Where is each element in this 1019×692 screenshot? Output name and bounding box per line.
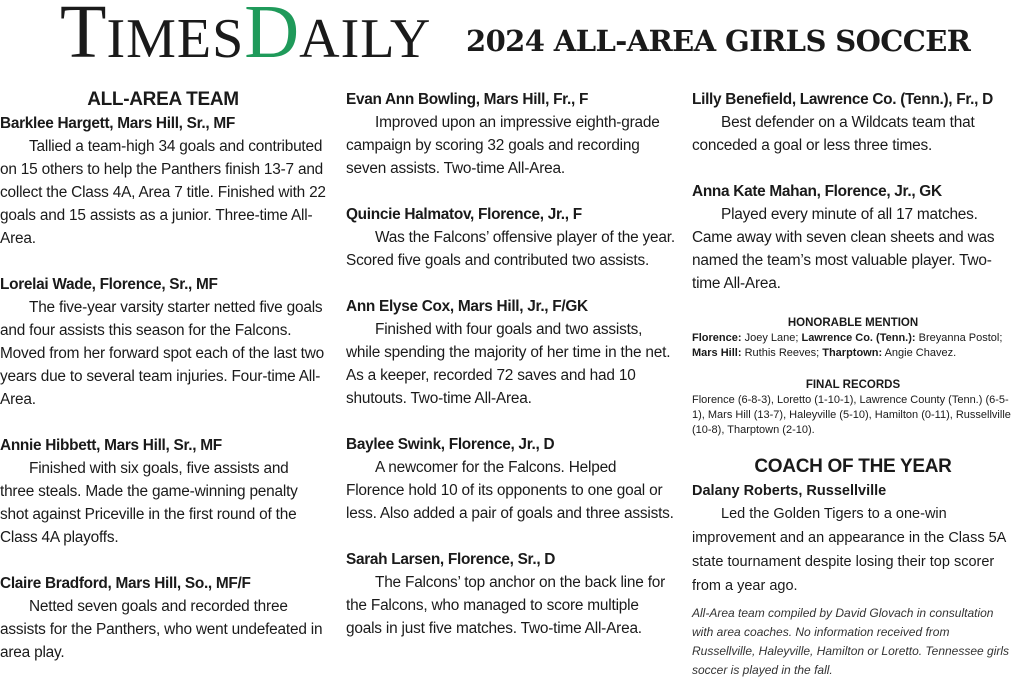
player-blurb: Finished with four goals and two assists, while spending the majority of her time in the net. As a keeper, recorded 72 saves and had 10 shutouts. Two-time All-Area. bbox=[346, 321, 671, 407]
logo-word-daily bbox=[244, 0, 432, 74]
logo-times-rest: IMES bbox=[106, 8, 245, 70]
hm-team: Florence: bbox=[692, 332, 742, 344]
final-records-text: Florence (6-8-3), Loretto (1-10-1), Lawrence County (Tenn.) (6-5-1), Mars Hill (13-7), Haleyville (5-10), Hamilton (0-11), Russellville (10-8), Tharptown (2-10). bbox=[692, 394, 1011, 436]
coach-name: Dalany Roberts, Russellville bbox=[692, 483, 887, 499]
player-name: Lorelai Wade, Florence, Sr., MF bbox=[0, 276, 218, 293]
player-entry bbox=[346, 295, 676, 410]
compilation-credit: All-Area team compiled by David Glovach in consultation with area coaches. No information received from Russellville, Haleyville, Hamilton or Loretto. Tennessee girls soccer is played in the fall. bbox=[692, 606, 1010, 677]
player-entry bbox=[692, 88, 1014, 157]
player-blurb: Played every minute of all 17 matches. Came away with seven clean sheets and was named the team’s most valuable player. Two-time All-Area. bbox=[692, 206, 995, 292]
hm-players: Angie Chavez. bbox=[884, 347, 957, 359]
player-entry bbox=[0, 273, 326, 411]
player-blurb: Tallied a team-high 34 goals and contributed on 15 others to help the Panthers finish 13-7 and collect the Class 4A, Area 7 title. Finished with 22 goals and 15 assists as a junior. Three-time All-Area. bbox=[0, 138, 326, 247]
player-blurb: Best defender on a Wildcats team that conceded a goal or less three times. bbox=[692, 114, 975, 154]
player-entry bbox=[346, 88, 676, 180]
hm-team: Tharptown: bbox=[822, 347, 883, 359]
player-entry bbox=[0, 112, 326, 250]
column-2 bbox=[346, 88, 676, 663]
logo-daily-rest: AILY bbox=[299, 8, 432, 70]
player-name: Lilly Benefield, Lawrence Co. (Tenn.), Fr., D bbox=[692, 91, 993, 108]
honorable-mention bbox=[692, 316, 1014, 361]
hm-players: Ruthis Reeves; bbox=[744, 347, 820, 359]
player-entry bbox=[0, 434, 326, 549]
column-3 bbox=[692, 88, 1014, 692]
player-blurb: A newcomer for the Falcons. Helped Florence hold 10 of its opponents to one goal or less. Also added a pair of goals and three assists. bbox=[346, 459, 674, 522]
player-name: Claire Bradford, Mars Hill, So., MF/F bbox=[0, 575, 251, 592]
player-entry bbox=[346, 433, 676, 525]
player-blurb: Finished with six goals, five assists and three steals. Made the game-winning penalty shot against Priceville in the first round of the Class 4A playoffs. bbox=[0, 460, 298, 546]
hm-players: Breyanna Postol; bbox=[918, 332, 1003, 344]
player-entry bbox=[0, 572, 326, 664]
player-name: Sarah Larsen, Florence, Sr., D bbox=[346, 551, 556, 568]
honorable-mention-list bbox=[692, 331, 1014, 361]
player-blurb: Was the Falcons’ offensive player of the year. Scored five goals and contributed two assists. bbox=[346, 229, 675, 269]
player-name: Anna Kate Mahan, Florence, Jr., GK bbox=[692, 183, 942, 200]
all-area-team-header: ALL-AREA TEAM bbox=[87, 89, 239, 110]
logo-word-times bbox=[60, 0, 245, 74]
logo-daily-initial: D bbox=[244, 0, 300, 74]
player-name: Quincie Halmatov, Florence, Jr., F bbox=[346, 206, 582, 223]
times-daily-logo bbox=[60, 0, 432, 74]
player-blurb: The Falcons’ top anchor on the back line for the Falcons, who managed to score multiple goals in just five matches. Two-time All-Area. bbox=[346, 574, 666, 637]
player-name: Ann Elyse Cox, Mars Hill, Jr., F/GK bbox=[346, 298, 588, 315]
hm-team: Lawrence Co. (Tenn.): bbox=[801, 332, 916, 344]
honorable-mention-header: HONORABLE MENTION bbox=[787, 317, 919, 329]
player-name: Baylee Swink, Florence, Jr., D bbox=[346, 436, 555, 453]
player-entry bbox=[346, 548, 676, 640]
player-blurb: Netted seven goals and recorded three assists for the Panthers, who went undefeated in area play. bbox=[0, 598, 323, 661]
player-entry bbox=[692, 180, 1014, 295]
final-records-header: FINAL RECORDS bbox=[805, 379, 901, 391]
hm-team: Mars Hill: bbox=[692, 347, 742, 359]
hm-players: Joey Lane; bbox=[744, 332, 799, 344]
player-name: Annie Hibbett, Mars Hill, Sr., MF bbox=[0, 437, 222, 454]
coach-blurb: Led the Golden Tigers to a one-win improvement and an appearance in the Class 5A state tournament despite losing their top scorer from a year ago. bbox=[692, 506, 1006, 594]
player-entry bbox=[346, 203, 676, 272]
logo-times-initial: T bbox=[60, 0, 107, 74]
player-blurb: Improved upon an impressive eighth-grade campaign by scoring 32 goals and recording seven assists. Two-time All-Area. bbox=[346, 114, 660, 177]
coach-of-the-year bbox=[692, 454, 1014, 598]
column-1 bbox=[0, 88, 326, 687]
masthead bbox=[0, 0, 1019, 78]
player-name: Evan Ann Bowling, Mars Hill, Fr., F bbox=[346, 91, 589, 108]
final-records bbox=[692, 378, 1014, 438]
player-name: Barklee Hargett, Mars Hill, Sr., MF bbox=[0, 115, 235, 132]
player-blurb: The five-year varsity starter netted five goals and four assists this season for the Falcons. Moved from her forward spot each of the last two years due to several team injuries. Four-time All-Area. bbox=[0, 299, 325, 408]
coach-header: COACH OF THE YEAR bbox=[754, 456, 952, 477]
page-title: 2024 ALL-AREA GIRLS SOCCER bbox=[466, 24, 971, 58]
